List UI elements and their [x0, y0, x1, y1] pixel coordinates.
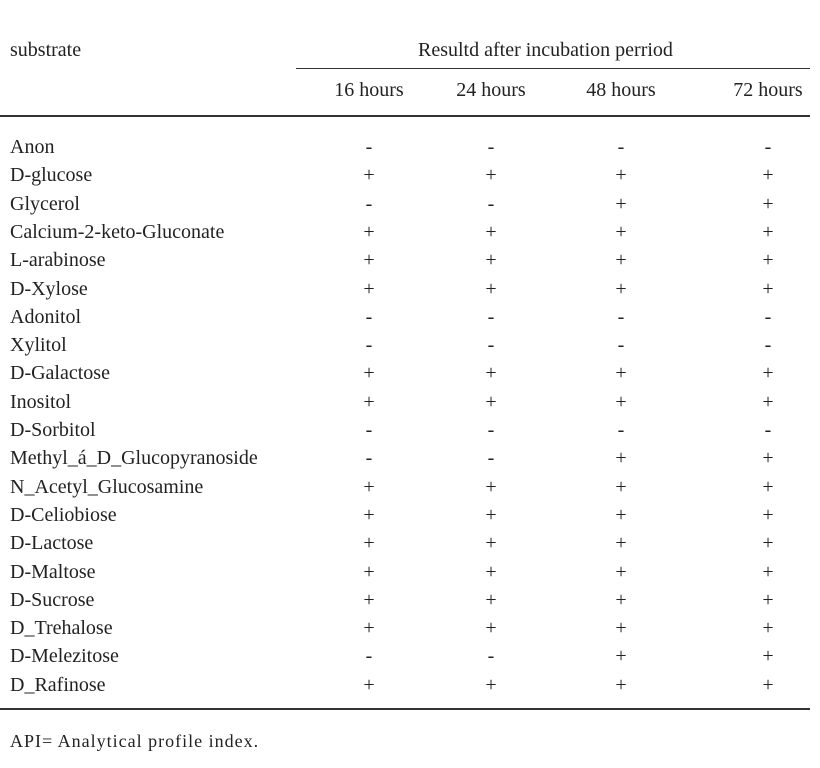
- substrate-column-header: substrate: [10, 39, 82, 61]
- substrate-name: Glycerol: [10, 192, 80, 215]
- table-row: [0, 501, 820, 529]
- result-cell: +: [363, 362, 375, 385]
- result-cell: +: [762, 532, 774, 555]
- table-bottom-rule: [0, 708, 810, 710]
- result-cell: +: [615, 390, 627, 413]
- result-cell: -: [365, 305, 373, 328]
- header-bottom-rule: [0, 115, 810, 117]
- substrate-name: D-Galactose: [10, 362, 110, 385]
- table-row: [0, 359, 820, 387]
- result-cell: -: [764, 419, 772, 441]
- substrate-name: D-Celiobiose: [10, 503, 117, 526]
- table-row: [0, 331, 820, 359]
- substrate-name: D-Sucrose: [10, 588, 95, 611]
- result-cell: +: [363, 588, 375, 611]
- result-cell: +: [485, 277, 497, 300]
- result-cell: +: [615, 645, 627, 668]
- result-cell: +: [485, 532, 497, 555]
- table-row: [0, 529, 820, 557]
- result-cell: +: [615, 447, 627, 470]
- result-cell: -: [487, 419, 495, 441]
- result-cell: +: [762, 645, 774, 668]
- result-cell: -: [487, 334, 495, 357]
- result-cell: +: [762, 220, 774, 243]
- substrate-name: D-glucose: [10, 164, 93, 187]
- substrate-name: Inositol: [10, 390, 72, 413]
- result-cell: +: [363, 560, 375, 583]
- result-cell: +: [762, 447, 774, 470]
- table-row: [0, 246, 820, 274]
- substrate-name: Xylitol: [10, 334, 67, 357]
- result-cell: +: [762, 164, 774, 187]
- result-cell: +: [615, 192, 627, 215]
- table-row: [0, 671, 820, 699]
- result-cell: +: [615, 588, 627, 611]
- result-cell: +: [762, 390, 774, 413]
- column-header-72-hours: 72 hours: [733, 79, 803, 101]
- table-footnote: API= Analytical profile index.: [10, 731, 260, 751]
- substrate-name: Calcium-2-keto-Gluconate: [10, 220, 225, 243]
- result-cell: +: [762, 617, 774, 640]
- substrate-name: D-Xylose: [10, 277, 88, 300]
- result-cell: -: [365, 334, 373, 357]
- result-cell: +: [485, 503, 497, 526]
- table-row: [0, 444, 820, 472]
- result-cell: +: [485, 390, 497, 413]
- result-cell: +: [615, 617, 627, 640]
- result-cell: -: [617, 305, 625, 328]
- substrate-name: D-Maltose: [10, 560, 96, 583]
- result-cell: +: [615, 249, 627, 272]
- substrate-name: D_Trehalose: [10, 617, 113, 640]
- result-cell: -: [365, 645, 373, 668]
- result-cell: +: [485, 249, 497, 272]
- result-cell: -: [487, 447, 495, 470]
- table-row: [0, 614, 820, 642]
- table-row: [0, 275, 820, 303]
- result-cell: +: [762, 503, 774, 526]
- result-cell: +: [615, 532, 627, 555]
- result-cell: +: [485, 220, 497, 243]
- result-cell: +: [363, 503, 375, 526]
- table-row: [0, 388, 820, 416]
- result-cell: +: [762, 277, 774, 300]
- incubation-period-group-header: Resultd after incubation perriod: [418, 39, 673, 61]
- substrate-name: Methyl_á_D_Glucopyranoside: [10, 447, 258, 470]
- substrate-name: D_Rafinose: [10, 673, 106, 696]
- column-header-16-hours: 16 hours: [334, 79, 404, 101]
- table-row: [0, 303, 820, 331]
- table-row: [0, 473, 820, 501]
- result-cell: -: [617, 419, 625, 441]
- column-header-24-hours: 24 hours: [456, 79, 526, 101]
- result-cell: -: [487, 136, 495, 158]
- substrate-name: D-Sorbitol: [10, 419, 96, 441]
- result-cell: +: [485, 588, 497, 611]
- result-cell: +: [363, 390, 375, 413]
- result-cell: -: [365, 136, 373, 158]
- result-cell: +: [485, 673, 497, 696]
- result-cell: +: [485, 617, 497, 640]
- result-cell: -: [365, 192, 373, 215]
- result-cell: -: [617, 334, 625, 357]
- result-cell: +: [615, 164, 627, 187]
- result-cell: +: [363, 249, 375, 272]
- result-cell: +: [615, 560, 627, 583]
- result-cell: +: [485, 362, 497, 385]
- substrate-name: Adonitol: [10, 305, 82, 328]
- result-cell: +: [762, 475, 774, 498]
- result-cell: +: [762, 362, 774, 385]
- result-cell: +: [762, 192, 774, 215]
- result-cell: +: [615, 475, 627, 498]
- result-cell: +: [485, 164, 497, 187]
- group-header-rule: [296, 68, 810, 69]
- result-cell: +: [363, 532, 375, 555]
- result-cell: +: [363, 220, 375, 243]
- substrate-name: Anon: [10, 136, 55, 158]
- table-row: [0, 586, 820, 614]
- substrate-name: D-Melezitose: [10, 645, 119, 668]
- result-cell: -: [365, 419, 373, 441]
- result-cell: +: [363, 164, 375, 187]
- substrate-name: D-Lactose: [10, 532, 94, 555]
- result-cell: -: [764, 136, 772, 158]
- result-cell: -: [764, 334, 772, 357]
- result-cell: +: [762, 560, 774, 583]
- result-cell: +: [615, 220, 627, 243]
- result-cell: +: [615, 503, 627, 526]
- table-row: [0, 642, 820, 670]
- result-cell: +: [762, 249, 774, 272]
- result-cell: +: [485, 475, 497, 498]
- result-cell: -: [487, 192, 495, 215]
- result-cell: +: [363, 475, 375, 498]
- result-cell: -: [365, 447, 373, 470]
- substrate-name: N_Acetyl_Glucosamine: [10, 475, 204, 498]
- result-cell: +: [615, 362, 627, 385]
- column-header-48-hours: 48 hours: [586, 79, 656, 101]
- table-row: [0, 558, 820, 586]
- result-cell: -: [617, 136, 625, 158]
- result-cell: +: [762, 588, 774, 611]
- result-cell: +: [363, 617, 375, 640]
- result-cell: +: [615, 277, 627, 300]
- substrate-name: L-arabinose: [10, 249, 106, 272]
- table-row: [0, 218, 820, 246]
- result-cell: +: [615, 673, 627, 696]
- result-cell: -: [487, 645, 495, 668]
- result-cell: -: [487, 305, 495, 328]
- result-cell: +: [485, 560, 497, 583]
- table-row: [0, 190, 820, 218]
- table-row: [0, 133, 820, 161]
- result-cell: +: [762, 673, 774, 696]
- table-row: [0, 416, 820, 444]
- table-row: [0, 161, 820, 189]
- result-cell: +: [363, 277, 375, 300]
- result-cell: -: [764, 305, 772, 328]
- result-cell: +: [363, 673, 375, 696]
